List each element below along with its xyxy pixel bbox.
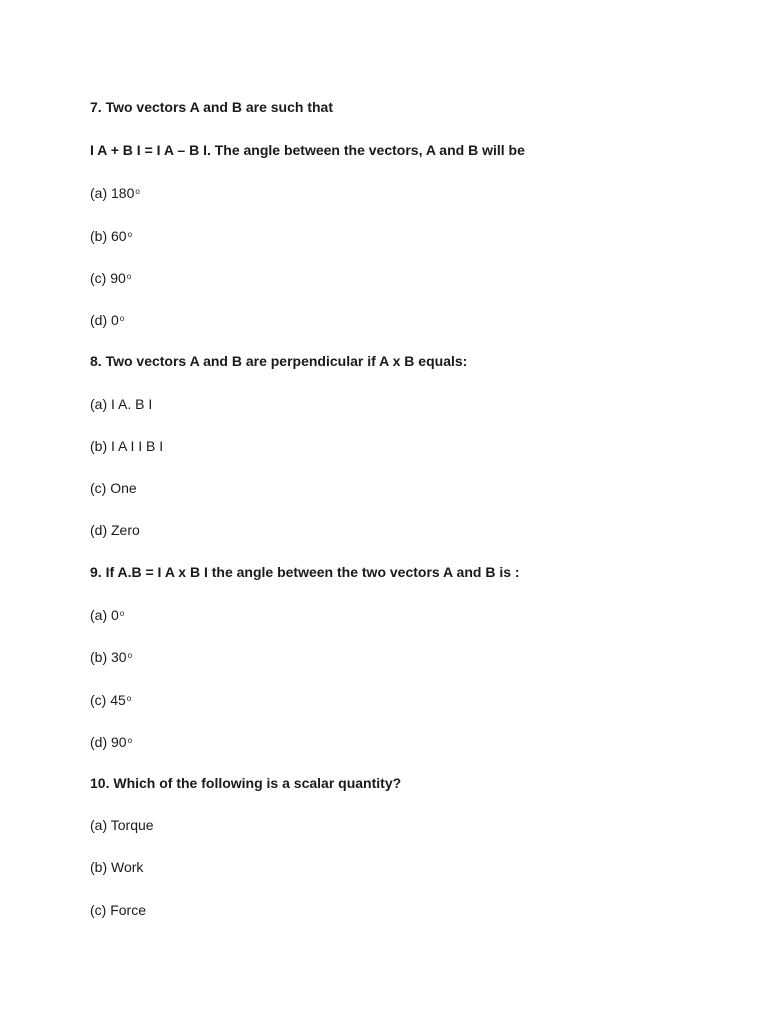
question-7-option-a: (a) 180$^o$ xyxy=(90,185,140,201)
question-10-title: 10. Which of the following is a scalar quantity? xyxy=(90,775,402,791)
degree-symbol: o xyxy=(126,694,132,703)
question-7-condition: I A + B I = I A – B I. The angle between the vectors, A and B will be xyxy=(90,142,525,158)
question-10-option-c: (c) Force xyxy=(90,902,146,918)
question-9-option-d: (d) 90$^o$ xyxy=(90,734,133,750)
degree-symbol: o xyxy=(127,736,133,745)
question-8-option-c: (c) One xyxy=(90,480,137,496)
question-7-option-d: (d) 0$^o$ xyxy=(90,312,125,328)
question-10-option-a: (a) Torque xyxy=(90,817,154,833)
question-8-option-a: (a) I A. B I xyxy=(90,396,153,412)
question-9-option-b: (b) 30$^o$ xyxy=(90,649,133,665)
question-9-option-c: (c) 45$^o$ xyxy=(90,692,132,708)
question-8-option-d: (d) Zero xyxy=(90,522,140,538)
degree-symbol: o xyxy=(127,230,133,239)
question-7-option-b: (b) 60$^o$ xyxy=(90,228,133,244)
question-7-option-c: (c) 90$^o$ xyxy=(90,270,132,286)
degree-symbol: o xyxy=(119,609,125,618)
degree-symbol: o xyxy=(127,651,133,660)
degree-symbol: o xyxy=(126,272,132,281)
degree-symbol: o xyxy=(119,314,125,323)
question-9-option-a: (a) 0$^o$ xyxy=(90,607,125,623)
question-8-option-b: (b) I A I I B I xyxy=(90,438,164,454)
question-10-option-b: (b) Work xyxy=(90,859,144,875)
question-9-title: 9. If A.B = I A x B I the angle between the two vectors A and B is : xyxy=(90,564,520,580)
question-8-title: 8. Two vectors A and B are perpendicular if A x B equals: xyxy=(90,353,468,369)
degree-symbol: o xyxy=(135,187,140,196)
question-7-title: 7. Two vectors A and B are such that xyxy=(90,99,333,115)
